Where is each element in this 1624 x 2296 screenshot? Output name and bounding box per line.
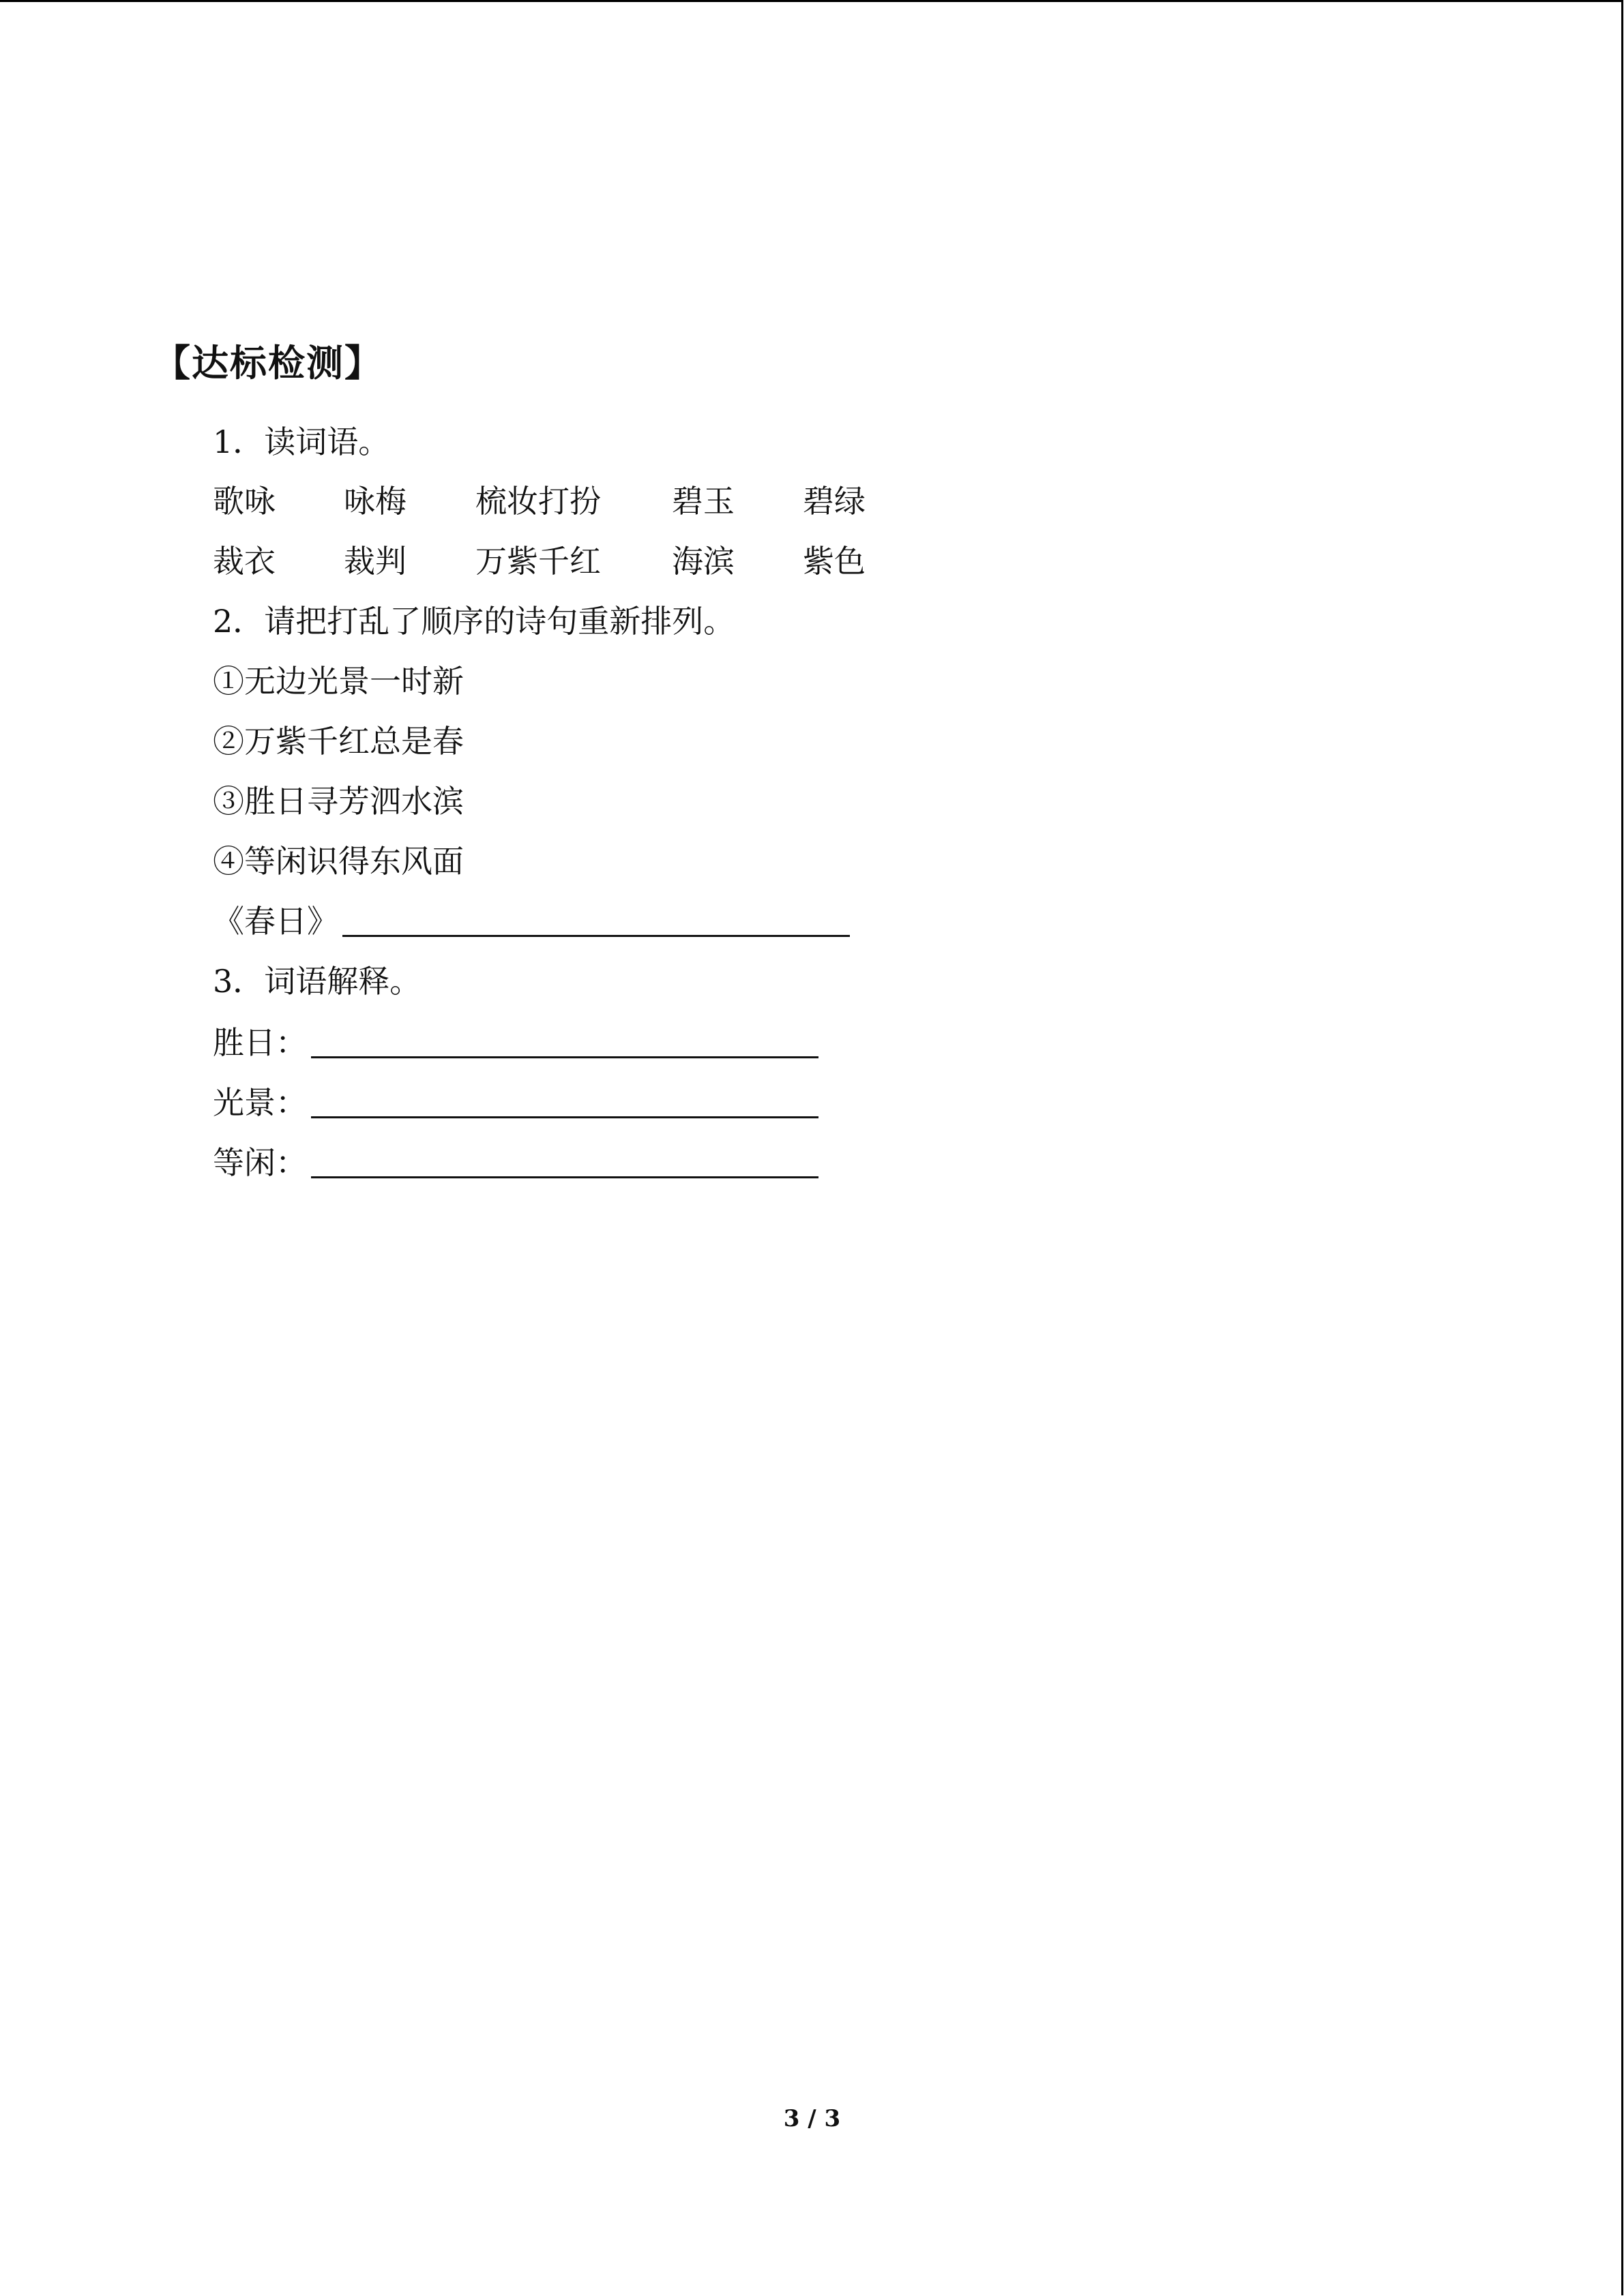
q3-item-row [213, 1144, 818, 1181]
q2-poem-line: ③胜日寻芳泗水滨 [213, 783, 464, 820]
page-number: 3 / 3 [783, 2105, 841, 2132]
q2-poem-line: ④等闲识得东风面 [213, 843, 464, 880]
q1-word: 裁衣 [213, 543, 276, 580]
q2-answer-label: 《春日》 [213, 903, 338, 940]
q1-word: 歌咏 [213, 483, 276, 520]
q1-word: 梳妆打扮 [475, 483, 601, 520]
q3-item-row [213, 1084, 818, 1121]
q3-term-label: 胜日： [213, 1024, 307, 1061]
q1-word: 裁判 [344, 543, 407, 580]
q3-answer-blank[interactable] [311, 1089, 818, 1118]
q2-answer-blank[interactable] [342, 908, 850, 937]
q3-answer-blank[interactable] [311, 1029, 818, 1058]
q1-word: 紫色 [803, 543, 866, 580]
q2-title: 2．请把打乱了顺序的诗句重新排列。 [213, 603, 735, 640]
q3-item-row [213, 1024, 818, 1061]
section-heading: 【达标检测】 [153, 341, 383, 385]
q3-term-label: 光景： [213, 1084, 307, 1121]
q3-title: 3．词语解释。 [213, 963, 422, 1000]
q2-poem-line: ①无边光景一时新 [213, 663, 464, 700]
q3-term-label: 等闲： [213, 1144, 307, 1181]
q1-word: 海滨 [672, 543, 735, 580]
q2-answer-row [213, 903, 850, 940]
q1-word: 碧玉 [672, 483, 735, 520]
q1-word: 咏梅 [344, 483, 407, 520]
q2-poem-line: ②万紫千红总是春 [213, 723, 464, 760]
q3-answer-blank[interactable] [311, 1149, 818, 1178]
q1-word: 碧绿 [803, 483, 866, 520]
q1-word: 万紫千红 [475, 543, 601, 580]
q1-title: 1．读词语。 [213, 423, 390, 460]
